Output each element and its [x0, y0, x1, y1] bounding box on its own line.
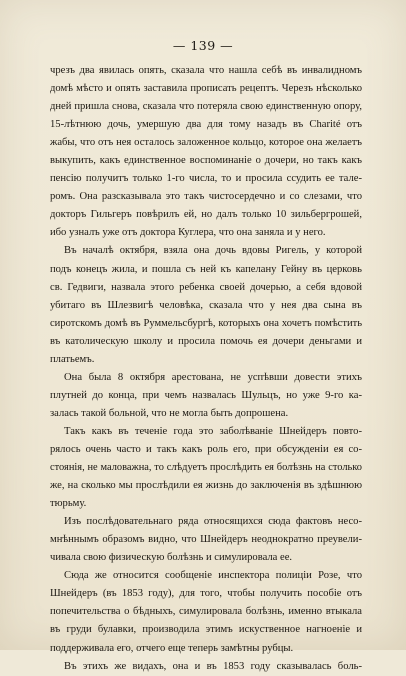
text-line: плутней до конца, при чемъ назвалась Шульцъ, но уже 9-го ка-: [50, 389, 362, 401]
text-line: стоянія, не маловажна, то слѣдуетъ прослѣдить ея болѣзнь на столько: [50, 462, 362, 474]
text-line: попечительства о бѣдныхъ, симулировала болѣзнь, именно втыкала: [50, 606, 362, 618]
text-line: подъ конецъ жила, и пошла съ ней къ капелану Гейну въ церковь: [50, 263, 362, 275]
text-line: же, на сколько мы прослѣдили ея жизнь до заключенія въ здѣшнюю: [50, 480, 362, 492]
text-line: Сюда же относится сообщеніе инспектора полиціи Розе, что: [64, 570, 362, 582]
text-line: Изъ послѣдовательнаго ряда относящихся сюда фактовъ несо-: [64, 516, 362, 528]
text-line: Такъ какъ въ теченіе года это заболѣваніе Шнейдеръ повто-: [64, 425, 362, 437]
text-line: Она была 8 октября арестована, не успѣвши довести этихъ: [64, 371, 362, 383]
text-line: Въ этихъ же видахъ, она и въ 1853 году сказывалась боль-: [64, 660, 362, 672]
text-line: тюрьму.: [50, 498, 87, 510]
text-line: залась такой больной, что не могла быть допрошена.: [50, 407, 289, 419]
text-line: чивала свою физическую болѣзнь и симулировала ее.: [50, 552, 293, 564]
text-line: въ католическую школу и просила помочь ея дочери деньгами и: [50, 335, 362, 347]
text-line: ромъ. Она разсказывала это такъ чистосердечно и со слезами, что: [50, 191, 362, 203]
text-line: св. Гедвиги, назвала этого ребенка своей дочерью, а себя вдовой: [50, 281, 362, 293]
text-line: Въ началѣ октября, взяла она дочь вдовы Ригель, у которой: [64, 245, 362, 257]
text-line: сиротскомъ домѣ въ Руммельсбургѣ, которыхъ она хочетъ помѣстить: [50, 317, 362, 329]
text-line: докторъ Гильгеръ повѣрилъ ей, но далъ только 10 зильбергрошей,: [50, 209, 362, 221]
text-line: 15-лѣтнюю дочь, умершую два для тому назадъ въ Charité отъ: [50, 119, 362, 131]
page-number: — 139 —: [172, 38, 234, 53]
text-line: ибо узналъ уже отъ доктора Куглера, что она заняла и у него.: [50, 227, 326, 239]
text-line: жабы, что отъ нея осталось заложенное кольцо, которое она желаетъ: [50, 137, 362, 149]
text-line: мнѣннымъ образомъ видно, что Шнейдеръ неоднократно преувели-: [50, 534, 362, 546]
text-line: поддерживала его, отчего еще теперь замѣтны рубцы.: [50, 642, 294, 654]
text-line: рялось очень часто и такъ какъ роль его, при обсужденіи ея со-: [50, 443, 362, 455]
text-line: домѣ мѣсто и опять заставила прописать рецептъ. Черезъ нѣсколько: [50, 83, 362, 95]
body-text: [50, 62, 362, 676]
text-line: дней пришла снова, сказала что потеряла свою единственную опору,: [50, 101, 362, 113]
text-line: платьемъ.: [50, 353, 95, 365]
text-line: пенсію получитъ только 1-го числа, то и просила ссудить ее тале-: [50, 173, 362, 185]
text-line: Шнейдеръ (въ 1853 году), для того, чтобы получить пособіе отъ: [50, 588, 362, 600]
text-line: чрезъ два явилась опять, сказала что нашла себѣ въ инвалидномъ: [50, 65, 362, 76]
text-line: выкупить, какъ единственное воспоминаніе о дочери, но такъ какъ: [50, 155, 362, 167]
text-line: въ груди булавки, производила этимъ искуственное нагноеніе и: [50, 624, 362, 636]
text-line: убитаго въ Шлезвигѣ человѣка, сказала что у нея два сына въ: [50, 299, 362, 311]
